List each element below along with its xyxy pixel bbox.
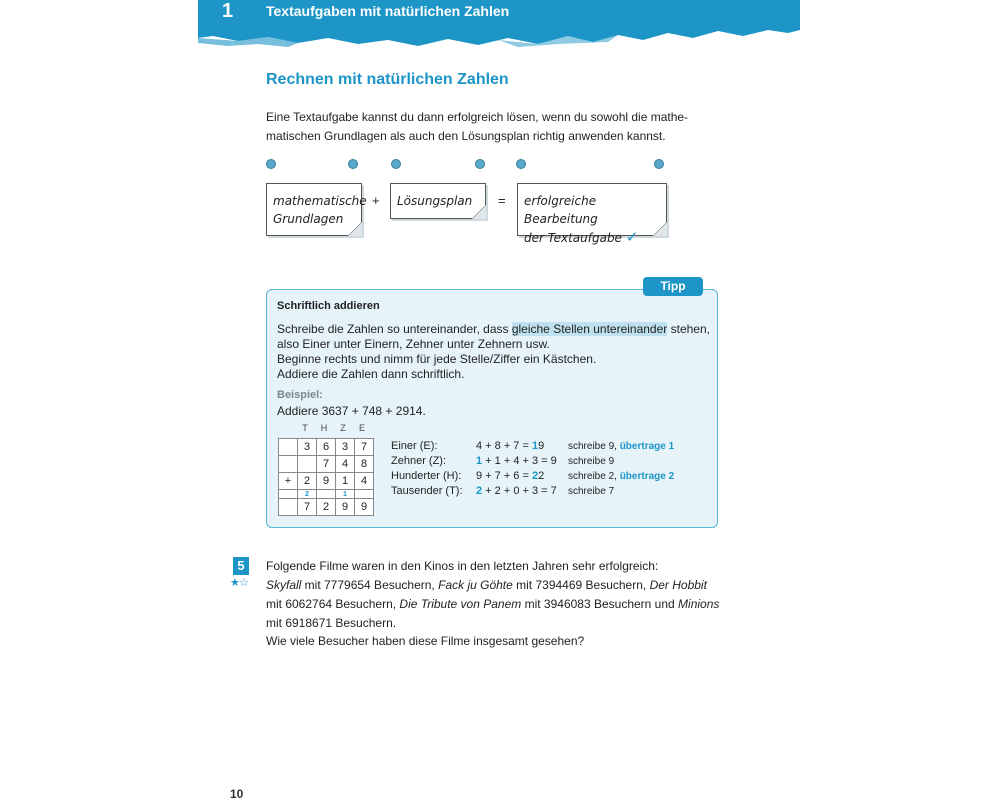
pin-icon (475, 159, 485, 169)
equals-operator: = (498, 193, 506, 208)
task-line-2 (266, 576, 707, 595)
grid-cell: 3 (298, 439, 317, 456)
grid-cell: 2 (317, 499, 336, 516)
calc-note (568, 456, 614, 467)
card3-line1: erfolgreiche Bearbeitung (524, 194, 598, 226)
card-loesungsplan (390, 183, 486, 219)
expr-part: 4 + 8 + 7 = (476, 440, 532, 452)
card2-line1: Lösungsplan (397, 194, 473, 208)
task-text: mit 6062764 Besuchern, (266, 597, 400, 611)
expr-part: + 2 + 0 + 3 = 7 (482, 485, 557, 497)
card1-line2: Grundlagen (273, 212, 344, 226)
calc-label: Zehner (Z): (391, 455, 447, 467)
beispiel-label: Beispiel: (277, 389, 323, 401)
grid-cell: 2 (298, 473, 317, 490)
tipp-tab: Tipp (643, 277, 703, 296)
tipp-line-4: Addiere die Zahlen dann schriftlich. (277, 367, 465, 381)
intro-line-2: matischen Grundlagen als auch den Lösungsplan richtig anwenden kannst. (266, 129, 666, 143)
calc-label: Tausender (T): (391, 485, 463, 497)
grid-cell: 9 (336, 499, 355, 516)
carry-cell (355, 490, 374, 499)
task-line-3 (266, 595, 719, 614)
expr-part: 9 (538, 440, 545, 452)
calc-row-einer (391, 439, 674, 454)
calc-row-tausender (391, 484, 614, 499)
grid-cell: 1 (336, 473, 355, 490)
grid-cell: 6 (317, 439, 336, 456)
grid-cell: 7 (317, 456, 336, 473)
tipp-line-3: Beginne rechts und nimm für jede Stelle/Ziffer ein Kästchen. (277, 352, 597, 366)
pin-icon (348, 159, 358, 169)
carry-cell (279, 490, 298, 499)
task-text: mit 7394469 Besuchern, (512, 578, 650, 592)
film-title: Minions (678, 597, 720, 611)
carry-digit: 1 (531, 440, 539, 452)
calc-expression (476, 439, 568, 454)
card3-line2: der Textaufgabe (524, 231, 622, 245)
tipp-line-1 (277, 322, 710, 337)
folded-corner (348, 222, 362, 236)
note-carry: übertrage 1 (619, 441, 675, 452)
pin-icon (266, 159, 276, 169)
calc-row-hunderter (391, 469, 674, 484)
sum-row (279, 499, 374, 516)
film-title: Die Tribute von Panem (399, 597, 522, 611)
tipp-line-1a: Schreibe die Zahlen so untereinander, dass (277, 322, 512, 336)
page-number: 10 (230, 787, 244, 801)
intro-paragraph (266, 108, 706, 146)
intro-line-1: Eine Textaufgabe kannst du dann erfolgreich lösen, wenn du sowohl die mathe- (266, 110, 689, 124)
checkmark-icon: ✓ (625, 228, 639, 246)
difficulty-stars-icon: ★☆ (230, 577, 248, 589)
highlighted-text: gleiche Stellen untereinander (511, 322, 668, 336)
grid-header-t: T (302, 423, 308, 433)
card-erfolgreiche-bearbeitung (517, 183, 667, 246)
film-title: Skyfall (266, 578, 302, 592)
folded-corner (472, 205, 486, 219)
expr-part: 2 (538, 470, 545, 482)
note-text: schreibe 9, (568, 441, 620, 452)
task-line-1: Folgende Filme waren in den Kinos in den letzten Jahren sehr erfolgreich: (266, 559, 659, 573)
grid-cell: 7 (355, 439, 374, 456)
calc-row-zehner (391, 454, 614, 469)
note-text: schreibe 7 (568, 486, 615, 497)
pin-icon (391, 159, 401, 169)
carry-cell (317, 490, 336, 499)
calc-note (568, 441, 674, 452)
calc-note (568, 486, 614, 497)
calc-label: Hunderter (H): (391, 470, 462, 482)
calc-expression (476, 469, 568, 484)
addition-grid (278, 438, 374, 516)
task-text: mit 3946083 Besuchern und (521, 597, 679, 611)
grid-header-e: E (358, 423, 365, 433)
carry-digit: 1 (476, 455, 483, 467)
expr-part: + 1 + 4 + 3 = 9 (482, 455, 557, 467)
task-text: mit 7779654 Besuchern, (301, 578, 439, 592)
grid-cell: 4 (355, 473, 374, 490)
task-number-badge: 5 (233, 557, 249, 575)
card1-line1: mathematische (273, 194, 367, 208)
beispiel-task: Addiere 3637 + 748 + 2914. (277, 404, 426, 418)
grid-cell (298, 456, 317, 473)
tipp-heading: Schriftlich addieren (277, 300, 380, 312)
section-title: Rechnen mit natürlichen Zahlen (266, 71, 509, 88)
chapter-number: 1 (222, 0, 234, 22)
card-mathematische-grundlagen (266, 183, 367, 236)
note-text: schreibe 2, (568, 471, 620, 482)
grid-row (279, 456, 374, 473)
grid-cell (279, 456, 298, 473)
task-question: Wie viele Besucher haben diese Filme insgesamt gesehen? (266, 634, 585, 648)
grid-cell (279, 439, 298, 456)
film-title: Fack ju Göhte (438, 578, 513, 592)
grid-cell: 4 (336, 456, 355, 473)
carry-row (279, 490, 374, 499)
plus-operator: + (372, 193, 380, 208)
grid-row (279, 439, 374, 456)
grid-cell: 9 (317, 473, 336, 490)
grid-cell (279, 499, 298, 516)
tipp-line-2: also Einer unter Einern, Zehner unter Zehnern usw. (277, 337, 550, 351)
grid-cell: 7 (298, 499, 317, 516)
grid-row (279, 473, 374, 490)
grid-header-z: Z (340, 423, 346, 433)
carry-digit: 2 (531, 470, 539, 482)
calc-note (568, 471, 674, 482)
tipp-line-1b: stehen, (667, 322, 710, 336)
note-carry: übertrage 2 (619, 471, 675, 482)
calc-expression (476, 484, 568, 499)
task-line-4: mit 6918671 Besuchern. (266, 616, 397, 630)
chapter-title: Textaufgaben mit natürlichen Zahlen (266, 3, 510, 19)
grid-cell: 9 (355, 499, 374, 516)
grid-cell: + (279, 473, 298, 490)
calc-label: Einer (E): (391, 440, 438, 452)
carry-cell: 2 (298, 490, 317, 499)
note-text: schreibe 9 (568, 456, 615, 467)
film-title: Der Hobbit (649, 578, 707, 592)
grid-header-h: H (320, 423, 328, 433)
pin-icon (654, 159, 664, 169)
expr-part: 9 + 7 + 6 = (476, 470, 532, 482)
carry-cell: 1 (336, 490, 355, 499)
pin-icon (516, 159, 526, 169)
carry-digit: 2 (476, 485, 483, 497)
grid-cell: 3 (336, 439, 355, 456)
calc-expression (476, 454, 568, 469)
folded-corner (653, 222, 667, 236)
grid-cell: 8 (355, 456, 374, 473)
